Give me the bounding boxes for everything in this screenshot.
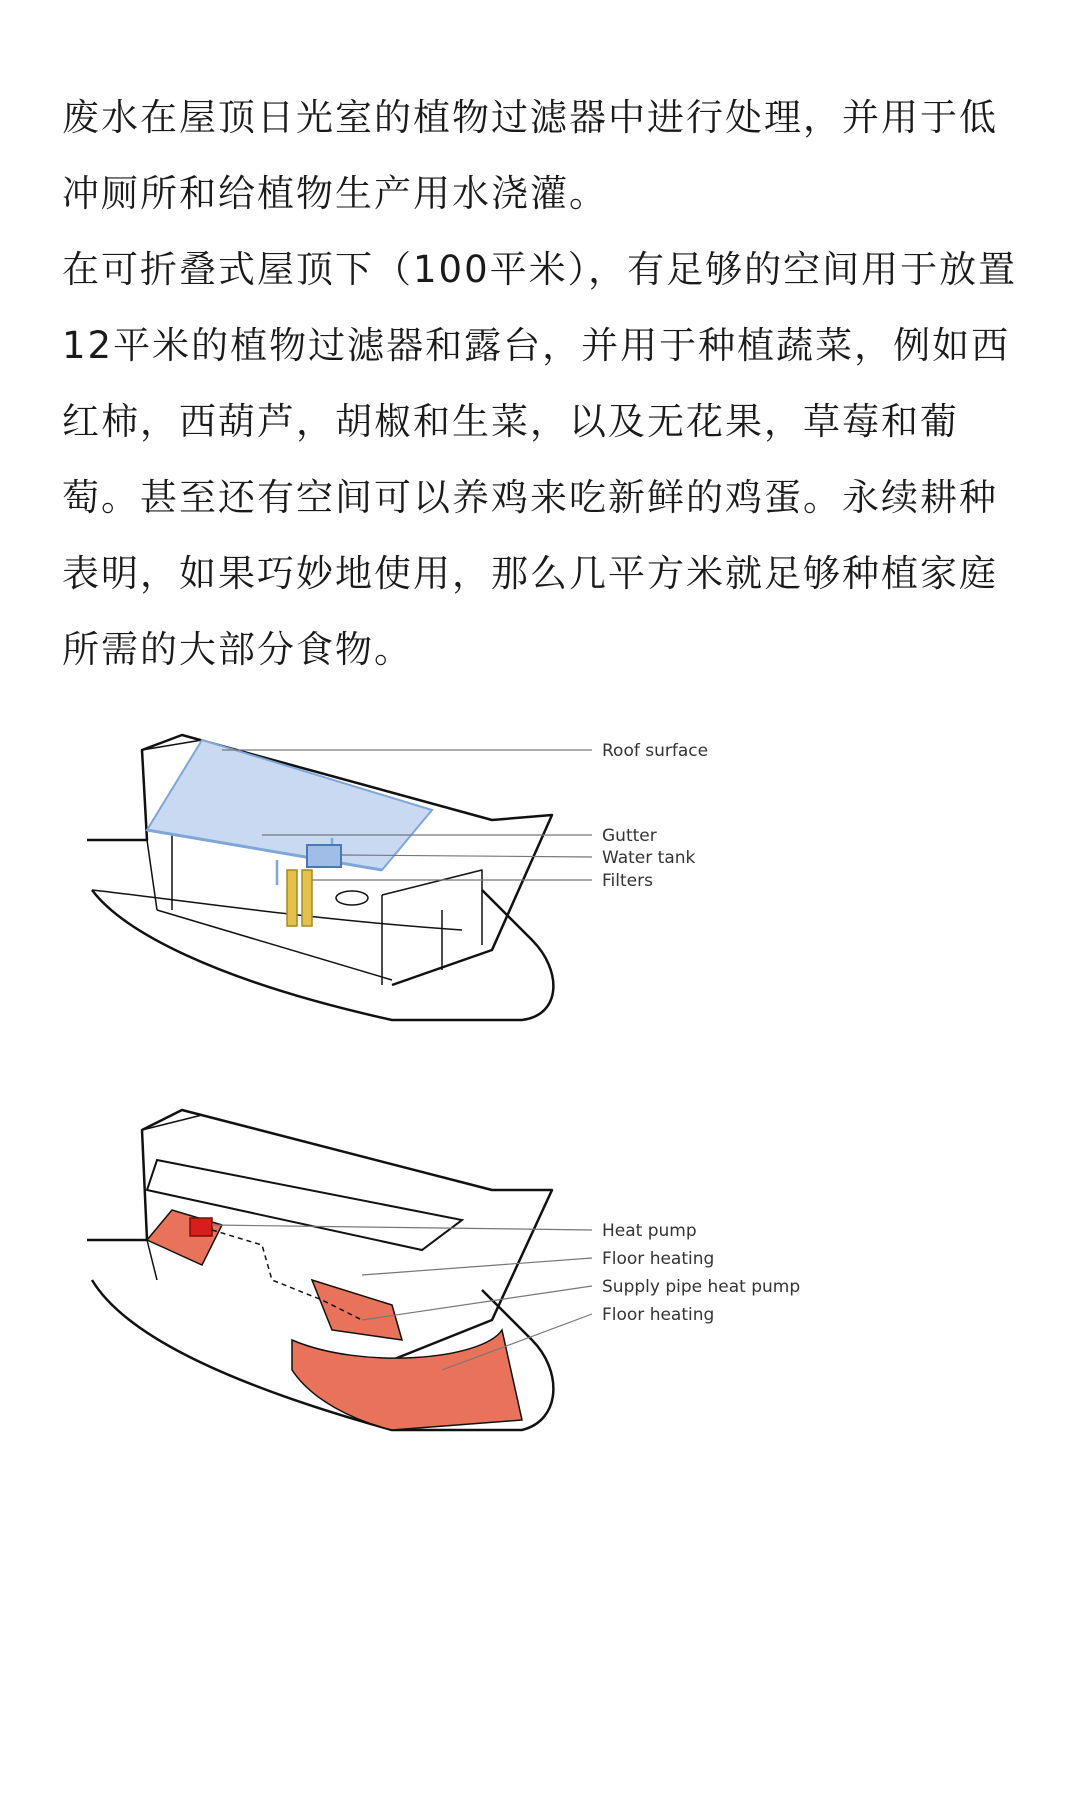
top-hull-outline <box>92 890 553 1020</box>
label-supply-pipe: Supply pipe heat pump <box>602 1277 801 1297</box>
floor-heating-zone-2 <box>312 1280 402 1340</box>
label-heat-pump: Heat pump <box>602 1221 697 1241</box>
filter-1 <box>287 870 297 926</box>
floor-heating-zone-3 <box>292 1330 522 1430</box>
heat-pump <box>190 1218 212 1236</box>
top-house-front-edge <box>147 840 157 910</box>
paragraph-1: 废水在屋顶日光室的植物过滤器中进行处理，并用于低冲厕所和给植物生产用水浇灌。 <box>62 96 998 215</box>
article-body <box>62 80 1022 688</box>
label-water-tank: Water tank <box>602 848 696 868</box>
water-tank <box>307 845 341 867</box>
roof-surface <box>147 740 432 870</box>
paragraph-2: 在可折叠式屋顶下（100平米），有足够的空间用于放置12平米的植物过滤器和露台，并用于种植蔬菜，例如西红柿，西葫芦，胡椒和生菜，以及无花果，草莓和葡萄。甚至还有空间可以养鸡来吃新鲜的鸡蛋。永续耕种表明，如果巧妙地使用，那么几平方米就足够种植家庭所需的大部分食物。 <box>62 248 1018 671</box>
top-hull-deck <box>92 890 462 930</box>
bottom-leader-lines <box>212 1225 592 1370</box>
label-gutter: Gutter <box>602 826 657 846</box>
houseboat-diagrams-svg <box>62 720 1022 1520</box>
houseboat-diagram-figure <box>62 720 1022 1520</box>
bottom-labels <box>602 1221 800 1325</box>
label-roof-surface: Roof surface <box>602 741 709 761</box>
filter-2 <box>302 870 312 926</box>
label-floor-heating-1: Floor heating <box>602 1249 715 1269</box>
label-filters: Filters <box>602 871 653 891</box>
label-floor-heating-2: Floor heating <box>602 1305 715 1325</box>
toilet-bowl <box>336 891 368 905</box>
top-labels <box>602 741 708 891</box>
